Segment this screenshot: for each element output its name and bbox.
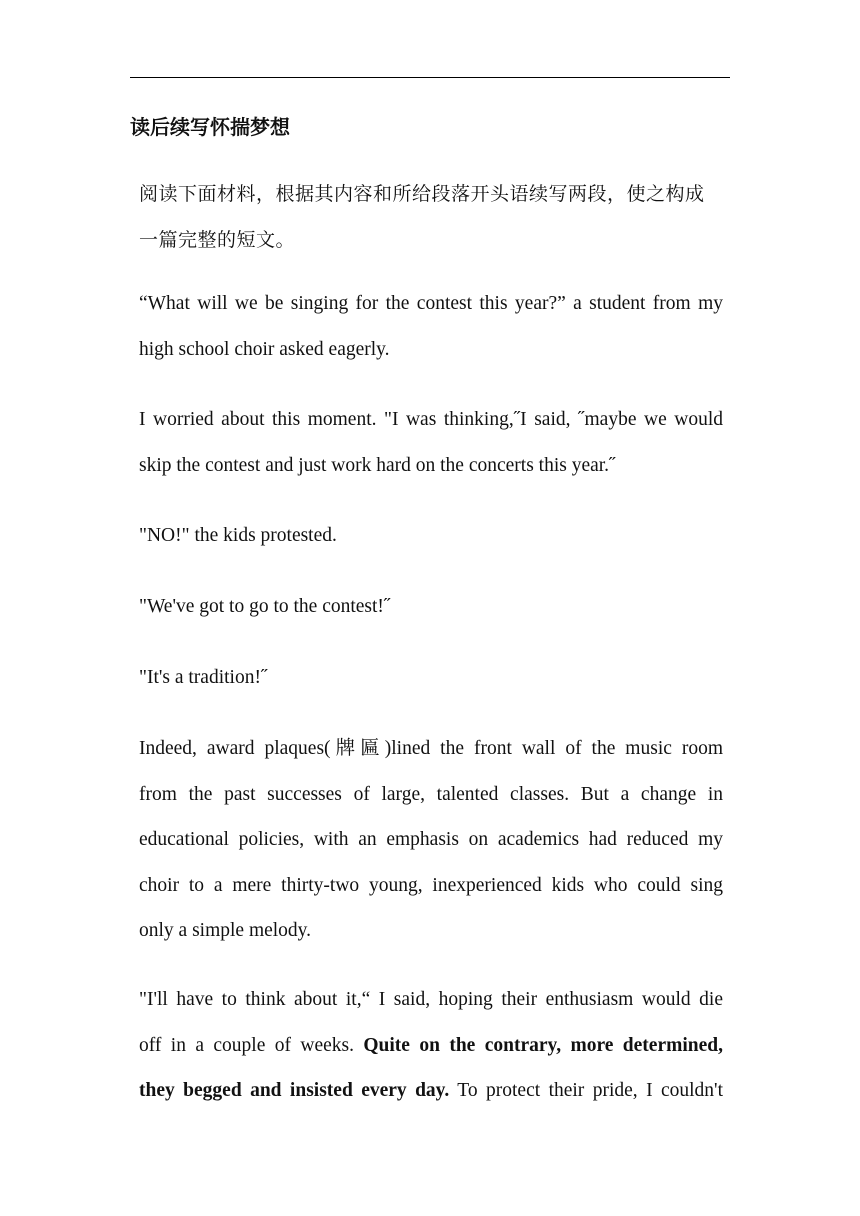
text-run: off in a couple of weeks.	[139, 1034, 364, 1056]
text-line: from the past successes of large, talented classes. But a change in	[139, 783, 723, 805]
page-title: 读后续写怀揣梦想	[130, 115, 290, 139]
text-line: only a simple melody.	[139, 920, 312, 941]
story-paragraph-2	[139, 397, 723, 488]
story-paragraph-6	[139, 726, 723, 954]
text-line: choir to a mere thirty-two young, inexperienced kids who could sing	[139, 874, 723, 896]
text-line: Indeed, award plaques(牌匾)lined the front wall of the music room	[139, 738, 723, 759]
story-paragraph-3: "NO!" the kids protested.	[139, 525, 337, 546]
text-line: “What will we be singing for the contest this year?” a student from my	[139, 293, 723, 314]
text-line: high school choir asked eagerly.	[139, 338, 390, 360]
text-line: skip the contest and just work hard on the concerts this year.˝	[139, 454, 616, 476]
text-line: educational policies, with an emphasis on academics had reduced my	[139, 829, 723, 850]
story-paragraph-5: "It's a tradition!˝	[139, 667, 268, 688]
story-paragraph-4: "We've got to go to the contest!˝	[139, 596, 391, 617]
instruction-line: 阅读下面材料，根据其内容和所给段落开头语续写两段，使之构成	[139, 183, 705, 205]
story-paragraph-1	[139, 281, 723, 372]
text-line: "I'll have to think about it,“ I said, hoping their enthusiasm would die	[139, 989, 723, 1010]
header-rule	[130, 77, 730, 78]
instruction-line: 一篇完整的短文。	[139, 228, 296, 251]
instruction-paragraph	[139, 172, 723, 263]
bold-text-run: Quite on the contrary, more determined,	[363, 1034, 723, 1056]
text-line: I worried about this moment. "I was thinking,˝I said, ˝maybe we would	[139, 409, 723, 430]
text-line	[139, 1023, 723, 1069]
bold-text-run: they begged and insisted every day.	[139, 1080, 450, 1101]
text-line	[139, 1068, 723, 1114]
text-run: To protect their pride, I couldn't	[449, 1080, 723, 1101]
story-paragraph-7	[139, 977, 723, 1114]
